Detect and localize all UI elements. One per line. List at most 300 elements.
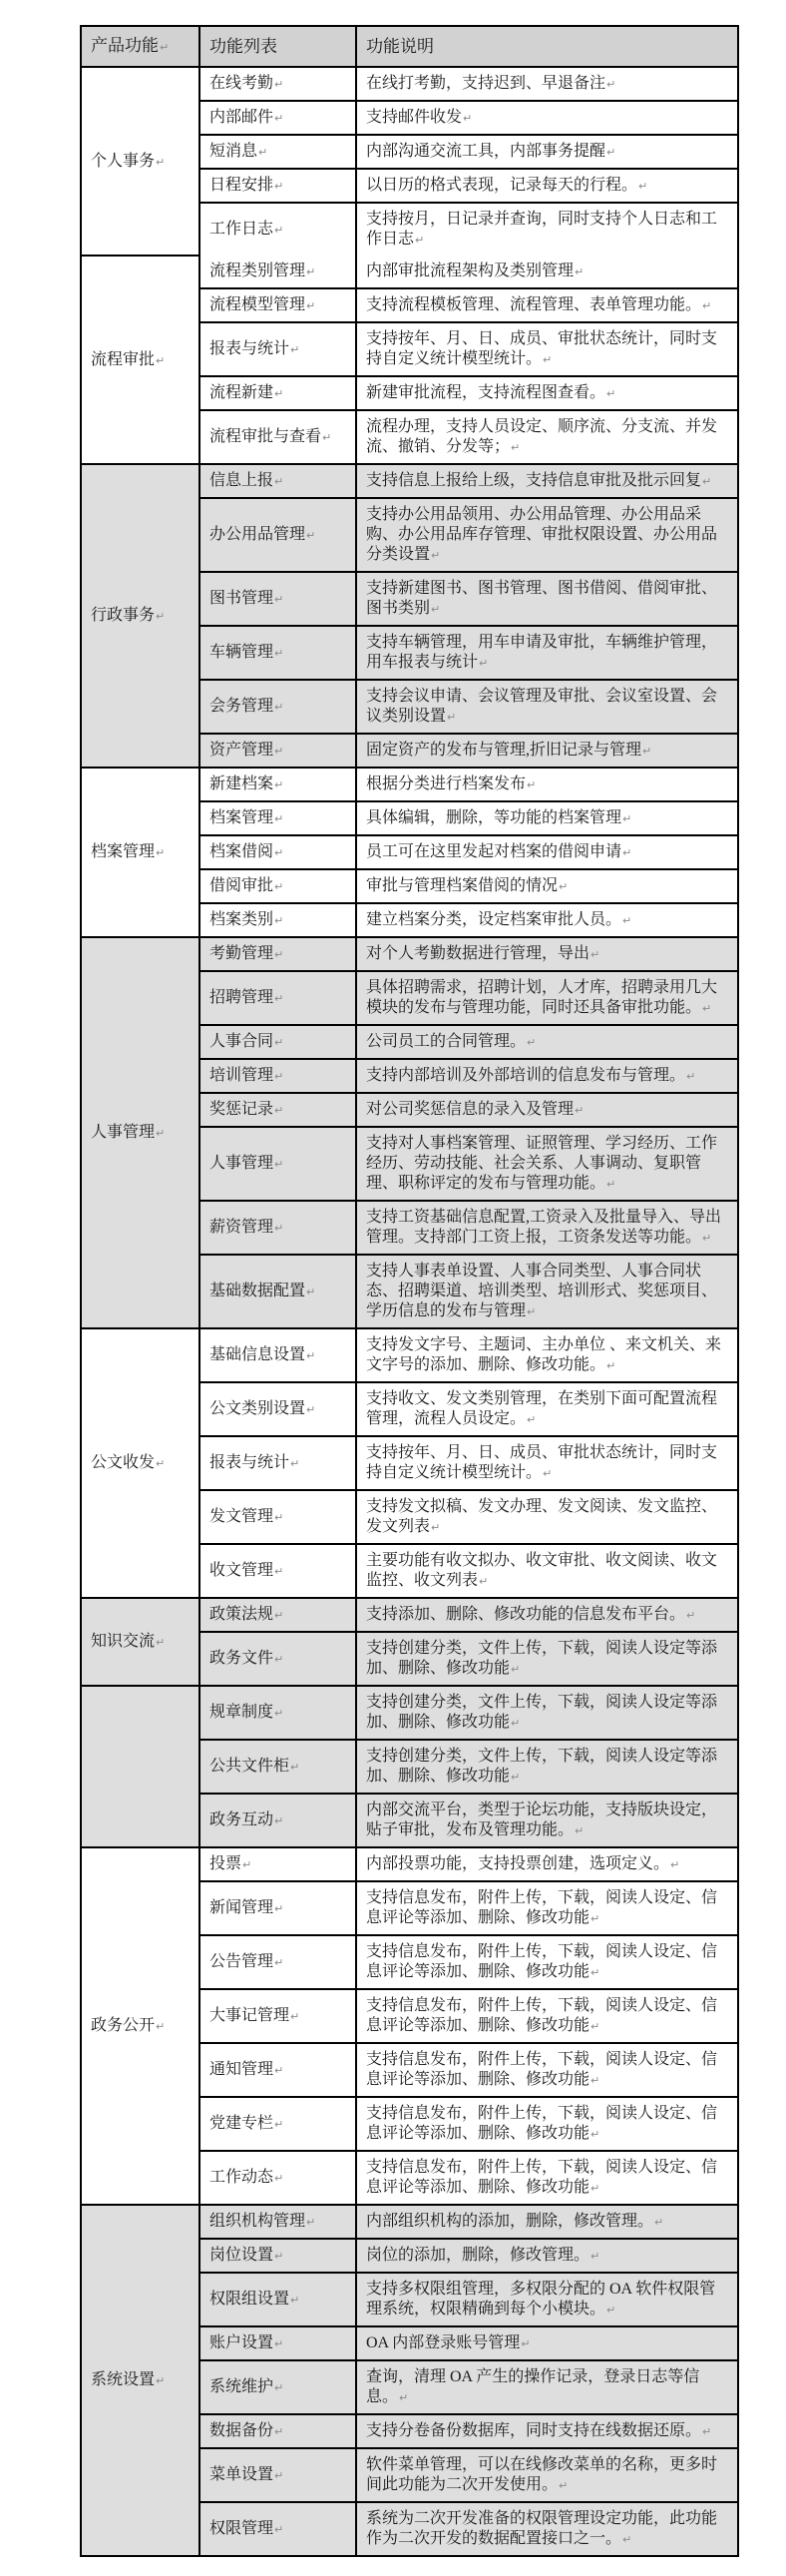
feature-description-text: 支持信息发布，附件上传，下载，阅读人设定、信息评论等添加、删除、修改功能: [366, 1943, 718, 1980]
feature-description-cell: [356, 256, 738, 288]
paragraph-mark-icon: ↵: [156, 1127, 166, 1140]
feature-description-cell: [356, 2360, 738, 2414]
paragraph-mark-icon: ↵: [306, 1286, 316, 1298]
feature-name-cell: [199, 376, 356, 410]
feature-description-text: 员工可在这里发起对档案的借阅申请: [366, 843, 622, 860]
feature-description-text: 支持按年、月、日、成员、审批状态统计，同时支持自定义统计模型统计。: [366, 1444, 718, 1481]
feature-description-text: 具体编辑，删除，等功能的档案管理: [366, 809, 622, 826]
feature-description-text: 在线打考勤，支持迟到、早退备注: [366, 75, 606, 92]
feature-name-cell: [199, 2414, 356, 2448]
feature-name-cell: [199, 2151, 356, 2205]
feature-description-cell: [356, 101, 738, 135]
feature-description-text: 软件菜单管理，可以在线修改菜单的名称，更多时间此功能为二次开发使用。: [366, 2456, 718, 2493]
feature-description-text: OA 内部登录账号管理: [366, 2334, 521, 2351]
feature-description-text: 支持车辆管理，用车申请及审批，车辆维护管理，用车报表与统计: [366, 634, 718, 671]
paragraph-mark-icon: ↵: [274, 2381, 284, 2394]
paragraph-mark-icon: ↵: [306, 2216, 316, 2229]
paragraph-mark-icon: ↵: [156, 1636, 166, 1649]
feature-description-text: 以日历的格式表现，记录每天的行程。: [366, 177, 638, 194]
feature-description-text: 支持信息发布，附件上传，下载，阅读人设定、信息评论等添加、删除、修改功能: [366, 2159, 718, 2196]
product-category-label: 个人事务: [91, 152, 156, 170]
paragraph-mark-icon: ↵: [274, 1158, 284, 1171]
paragraph-mark-icon: ↵: [559, 2479, 569, 2492]
paragraph-mark-icon: ↵: [274, 2064, 284, 2077]
paragraph-mark-icon: ↵: [274, 880, 284, 893]
paragraph-mark-icon: ↵: [274, 701, 284, 714]
feature-name-cell: [199, 2360, 356, 2414]
feature-name-cell: [199, 1328, 356, 1382]
paragraph-mark-icon: ↵: [322, 431, 332, 444]
feature-name-label: 办公用品管理: [209, 526, 306, 543]
product-category-label: 知识交流: [91, 1633, 156, 1650]
feature-name-cell: [199, 288, 356, 322]
feature-name-cell: [199, 1598, 356, 1632]
product-category-cell: [81, 768, 199, 937]
paragraph-mark-icon: ↵: [274, 475, 284, 488]
feature-name-cell: [199, 1490, 356, 1544]
paragraph-mark-icon: ↵: [622, 812, 632, 825]
feature-description-cell: [356, 1436, 738, 1490]
feature-name-cell: [199, 869, 356, 903]
paragraph-mark-icon: ↵: [575, 1824, 585, 1837]
paragraph-mark-icon: ↵: [274, 2172, 284, 2185]
feature-description-cell: [356, 1794, 738, 1847]
feature-description-cell: [356, 1881, 738, 1935]
feature-name-label: 政策法规: [209, 1606, 274, 1623]
feature-name-cell: [199, 1025, 356, 1059]
feature-name-cell: [199, 322, 356, 376]
feature-name-cell: [199, 2273, 356, 2326]
paragraph-mark-icon: ↵: [274, 1036, 284, 1049]
feature-name-label: 权限管理: [209, 2520, 274, 2537]
feature-name-label: 通知管理: [209, 2061, 274, 2078]
paragraph-mark-icon: ↵: [306, 1349, 316, 1362]
feature-name-cell: [199, 1093, 356, 1127]
feature-description-text: 支持会议申请、会议管理及审批、会议室设置、会议类别设置: [366, 688, 718, 725]
feature-name-label: 招聘管理: [209, 989, 274, 1006]
feature-name-label: 档案管理: [209, 809, 274, 826]
product-category-label: 人事管理: [91, 1124, 156, 1141]
paragraph-mark-icon: ↵: [521, 2337, 531, 2350]
paragraph-mark-icon: ↵: [274, 2523, 284, 2536]
paragraph-mark-icon: ↵: [306, 299, 316, 312]
feature-description-cell: [356, 288, 738, 322]
feature-description-cell: [356, 734, 738, 768]
paragraph-mark-icon: ↵: [306, 529, 316, 542]
feature-description-cell: [356, 203, 738, 256]
product-category-cell: [81, 2205, 199, 2556]
feature-name-label: 工作日志: [209, 221, 274, 238]
paragraph-mark-icon: ↵: [274, 2250, 284, 2263]
feature-description-text: 支持工资基础信息配置,工资录入及批量导入、导出管理。支持部门工资上报，工资条发送等功能。: [366, 1209, 722, 1246]
paragraph-mark-icon: ↵: [606, 387, 616, 400]
header-product-function: 产品功能↵: [81, 26, 199, 67]
feature-name-cell: [199, 67, 356, 101]
table-row: [81, 1598, 738, 1632]
paragraph-mark-icon: ↵: [274, 1222, 284, 1235]
paragraph-mark-icon: ↵: [702, 2425, 712, 2438]
paragraph-mark-icon: ↵: [156, 2020, 166, 2033]
paragraph-mark-icon: ↵: [274, 1070, 284, 1083]
feature-name-label: 基础数据配置: [209, 1283, 306, 1299]
feature-description-text: 支持发文字号、主题词、主办单位 、来文机关、来文字号的添加、删除、修改功能。: [366, 1336, 722, 1373]
feature-name-label: 档案借阅: [209, 843, 274, 860]
feature-name-label: 培训管理: [209, 1067, 274, 1084]
feature-description-text: 支持创建分类，文件上传，下载，阅读人设定等添加、删除、修改功能: [366, 1748, 718, 1785]
feature-name-cell: [199, 1881, 356, 1935]
header-function-description: 功能说明: [356, 26, 738, 67]
feature-name-label: 收文管理: [209, 1562, 274, 1579]
feature-description-cell: [356, 1544, 738, 1598]
feature-description-text: 内部组织机构的添加，删除，修改管理。: [366, 2213, 654, 2230]
feature-description-text: 支持创建分类，文件上传，下载，阅读人设定等添加、删除、修改功能: [366, 1640, 718, 1677]
feature-name-label: 报表与统计: [209, 340, 290, 357]
paragraph-mark-icon: ↵: [156, 1457, 166, 1470]
product-category-label: 流程审批: [91, 350, 156, 368]
paragraph-mark-icon: ↵: [274, 992, 284, 1005]
product-category-cell: [81, 67, 199, 256]
feature-name-cell: [199, 1382, 356, 1436]
paragraph-mark-icon: ↵: [156, 846, 166, 859]
feature-name-cell: [199, 2448, 356, 2502]
paragraph-mark-icon: ↵: [670, 1858, 680, 1871]
paragraph-mark-icon: ↵: [290, 1761, 300, 1774]
feature-description-cell: [356, 135, 738, 169]
feature-description-cell: [356, 2273, 738, 2326]
feature-description-cell: [356, 322, 738, 376]
paragraph-mark-icon: ↵: [638, 180, 648, 193]
product-category-cell: [81, 1847, 199, 2205]
feature-name-cell: [199, 203, 356, 256]
paragraph-mark-icon: ↵: [590, 1966, 600, 1979]
feature-description-text: 系统为二次开发准备的权限管理设定功能，此功能作为二次开发的数据配置接口之一。: [366, 2510, 718, 2547]
feature-name-label: 资产管理: [209, 742, 274, 759]
feature-name-label: 发文管理: [209, 1508, 274, 1525]
paragraph-mark-icon: ↵: [511, 1717, 521, 1730]
feature-name-cell: [199, 1632, 356, 1686]
feature-description-text: 支持多权限组管理，多权限分配的 OA 软件权限管理系统，权限精确到每个小模块。: [366, 2281, 716, 2318]
paragraph-mark-icon: ↵: [511, 441, 521, 454]
feature-name-label: 在线考勤: [209, 75, 274, 92]
feature-description-text: 建立档案分类，设定档案审批人员。: [366, 911, 622, 928]
paragraph-mark-icon: ↵: [242, 1858, 252, 1871]
feature-description-cell: [356, 410, 738, 464]
feature-description-cell: [356, 1382, 738, 1436]
feature-name-cell: [199, 410, 356, 464]
feature-name-label: 投票: [209, 1855, 242, 1872]
feature-name-cell: [199, 2239, 356, 2273]
feature-name-label: 岗位设置: [209, 2247, 274, 2264]
paragraph-mark-icon: ↵: [654, 2216, 664, 2229]
paragraph-mark-icon: ↵: [274, 593, 284, 606]
paragraph-mark-icon: ↵: [156, 353, 166, 367]
paragraph-mark-icon: ↵: [479, 1575, 489, 1588]
feature-description-cell: [356, 1490, 738, 1544]
feature-name-label: 短消息: [209, 143, 258, 160]
feature-description-cell: [356, 937, 738, 971]
feature-description-cell: [356, 2043, 738, 2097]
paragraph-mark-icon: ↵: [156, 2374, 166, 2387]
feature-description-text: 支持按年、月、日、成员、审批状态统计，同时支持自定义统计模型统计。: [366, 330, 718, 367]
feature-description-cell: [356, 572, 738, 626]
feature-description-text: 支持信息发布，附件上传，下载，阅读人设定、信息评论等添加、删除、修改功能: [366, 1889, 718, 1926]
feature-name-label: 公共文件柜: [209, 1758, 290, 1775]
feature-name-label: 薪资管理: [209, 1219, 274, 1236]
feature-name-cell: [199, 2043, 356, 2097]
feature-name-cell: [199, 768, 356, 801]
feature-description-text: 支持创建分类，文件上传，下载，阅读人设定等添加、删除、修改功能: [366, 1694, 718, 1731]
paragraph-mark-icon: ↵: [160, 41, 170, 54]
feature-name-cell: [199, 937, 356, 971]
feature-name-label: 公文类别设置: [209, 1400, 306, 1417]
feature-description-text: 对个人考勤数据进行管理，导出: [366, 945, 590, 962]
feature-name-label: 人事合同: [209, 1033, 274, 1050]
paragraph-mark-icon: ↵: [274, 745, 284, 758]
paragraph-mark-icon: ↵: [543, 1467, 553, 1480]
feature-description-text: 支持流程模板管理、流程管理、表单管理功能。: [366, 296, 702, 313]
feature-name-label: 工作动态: [209, 2169, 274, 2186]
feature-description-cell: [356, 1201, 738, 1255]
feature-description-text: 新建审批流程，支持流程图查看。: [366, 384, 606, 401]
feature-name-label: 图书管理: [209, 590, 274, 607]
feature-description-text: 内部投票功能，支持投票创建，选项定义。: [366, 1855, 670, 1872]
paragraph-mark-icon: ↵: [431, 1521, 441, 1534]
feature-name-cell: [199, 169, 356, 203]
feature-name-cell: [199, 1794, 356, 1847]
feature-name-cell: [199, 971, 356, 1025]
table-row: [81, 1686, 738, 1740]
paragraph-mark-icon: ↵: [622, 2533, 632, 2546]
paragraph-mark-icon: ↵: [559, 880, 569, 893]
feature-name-label: 流程新建: [209, 384, 274, 401]
feature-description-text: 支持新建图书、图书管理、图书借阅、借阅审批、图书类别: [366, 580, 718, 617]
feature-name-cell: [199, 464, 356, 498]
paragraph-mark-icon: ↵: [274, 914, 284, 927]
paragraph-mark-icon: ↵: [527, 1305, 537, 1318]
feature-name-cell: [199, 1544, 356, 1598]
paragraph-mark-icon: ↵: [590, 2128, 600, 2141]
feature-description-text: 支持信息发布，附件上传，下载，阅读人设定、信息评论等添加、删除、修改功能: [366, 2051, 718, 2088]
feature-description-text: 支持分卷备份数据库，同时支持在线数据还原。: [366, 2422, 702, 2439]
paragraph-mark-icon: ↵: [511, 1663, 521, 1676]
feature-name-label: 基础信息设置: [209, 1346, 306, 1363]
feature-description-cell: [356, 1328, 738, 1382]
feature-name-label: 信息上报: [209, 472, 274, 489]
paragraph-mark-icon: ↵: [306, 265, 316, 278]
product-category-cell: [81, 1686, 199, 1847]
paragraph-mark-icon: ↵: [527, 1036, 537, 1049]
table-row: [81, 67, 738, 101]
feature-name-label: 内部邮件: [209, 109, 274, 126]
paragraph-mark-icon: ↵: [527, 1413, 537, 1426]
feature-description-cell: [356, 1127, 738, 1201]
paragraph-mark-icon: ↵: [590, 2020, 600, 2033]
feature-description-text: 支持内部培训及外部培训的信息发布与管理。: [366, 1067, 686, 1084]
feature-name-cell: [199, 101, 356, 135]
paragraph-mark-icon: ↵: [399, 2391, 409, 2404]
feature-description-text: 对公司奖惩信息的录入及管理: [366, 1101, 575, 1118]
product-category-label: 行政事务: [91, 607, 156, 624]
paragraph-mark-icon: ↵: [274, 1565, 284, 1578]
paragraph-mark-icon: ↵: [590, 1912, 600, 1925]
feature-name-label: 新建档案: [209, 775, 274, 792]
paragraph-mark-icon: ↵: [606, 1359, 616, 1372]
feature-description-text: 根据分类进行档案发布: [366, 775, 527, 792]
feature-description-cell: [356, 169, 738, 203]
feature-name-label: 数据备份: [209, 2422, 274, 2439]
feature-name-cell: [199, 1989, 356, 2043]
feature-name-cell: [199, 1436, 356, 1490]
product-category-label: 政务公开: [91, 2017, 156, 2034]
feature-description-text: 支持对人事档案管理、证照管理、学习经历、工作经历、劳动技能、社会关系、人事调动、复职管理、职称评定的发布与管理功能。: [366, 1135, 718, 1192]
product-category-cell: [81, 1598, 199, 1686]
feature-table-body: [81, 67, 738, 2556]
feature-description-cell: [356, 464, 738, 498]
feature-description-text: 固定资产的发布与管理,折旧记录与管理: [366, 742, 642, 759]
paragraph-mark-icon: ↵: [274, 1707, 284, 1720]
feature-description-text: 支持信息上报给上级，支持信息审批及批示回复: [366, 472, 702, 489]
paragraph-mark-icon: ↵: [702, 475, 712, 488]
paragraph-mark-icon: ↵: [290, 2010, 300, 2023]
product-category-cell: [81, 464, 199, 768]
product-category-cell: [81, 937, 199, 1328]
feature-description-cell: [356, 1093, 738, 1127]
paragraph-mark-icon: ↵: [622, 846, 632, 859]
feature-name-label: 系统维护: [209, 2378, 274, 2395]
paragraph-mark-icon: ↵: [431, 603, 441, 616]
feature-name-label: 规章制度: [209, 1704, 274, 1721]
feature-description-text: 支持收文、发文类别管理，在类别下面可配置流程管理，流程人员设定。: [366, 1390, 718, 1427]
feature-description-text: 岗位的添加，删除，修改管理。: [366, 2247, 590, 2264]
feature-description-cell: [356, 1935, 738, 1989]
paragraph-mark-icon: ↵: [274, 1956, 284, 1969]
feature-name-label: 政务文件: [209, 1650, 274, 1667]
feature-description-cell: [356, 1632, 738, 1686]
paragraph-mark-icon: ↵: [290, 1457, 300, 1470]
feature-description-cell: [356, 801, 738, 835]
paragraph-mark-icon: ↵: [274, 180, 284, 193]
paragraph-mark-icon: ↵: [290, 2294, 300, 2307]
paragraph-mark-icon: ↵: [274, 2425, 284, 2438]
paragraph-mark-icon: ↵: [575, 1104, 585, 1117]
feature-name-cell: [199, 903, 356, 937]
feature-name-cell: [199, 1059, 356, 1093]
feature-name-cell: [199, 2205, 356, 2239]
paragraph-mark-icon: ↵: [447, 711, 457, 724]
product-category-cell: [81, 256, 199, 464]
header-function-list: 功能列表: [199, 26, 356, 67]
feature-name-cell: [199, 572, 356, 626]
paragraph-mark-icon: ↵: [156, 155, 166, 169]
feature-description-text: 具体招聘需求，招聘计划，人才库，招聘录用几大模块的发布与管理功能，同时还具备审批功能。: [366, 979, 718, 1016]
feature-name-cell: [199, 135, 356, 169]
paragraph-mark-icon: ↵: [590, 2182, 600, 2195]
product-category-label: 系统设置: [91, 2371, 156, 2388]
paragraph-mark-icon: ↵: [686, 1609, 696, 1622]
feature-description-cell: [356, 498, 738, 572]
feature-description-cell: [356, 971, 738, 1025]
feature-name-cell: [199, 680, 356, 734]
feature-name-cell: [199, 1127, 356, 1201]
feature-description-cell: [356, 1740, 738, 1794]
feature-name-cell: [199, 801, 356, 835]
feature-description-text: 支持信息发布，附件上传，下载，阅读人设定、信息评论等添加、删除、修改功能: [366, 1997, 718, 2034]
feature-name-label: 组织机构管理: [209, 2213, 306, 2230]
feature-description-text: 支持信息发布，附件上传，下载，阅读人设定、信息评论等添加、删除、修改功能: [366, 2105, 718, 2142]
feature-name-cell: [199, 1740, 356, 1794]
feature-name-label: 党建专栏: [209, 2115, 274, 2132]
feature-name-label: 政务互动: [209, 1811, 274, 1828]
feature-description-cell: [356, 835, 738, 869]
feature-description-cell: [356, 1255, 738, 1328]
feature-name-label: 人事管理: [209, 1155, 274, 1172]
paragraph-mark-icon: ↵: [606, 2304, 616, 2317]
feature-description-cell: [356, 2414, 738, 2448]
paragraph-mark-icon: ↵: [274, 812, 284, 825]
paragraph-mark-icon: ↵: [606, 146, 616, 159]
paragraph-mark-icon: ↵: [686, 1070, 696, 1083]
paragraph-mark-icon: ↵: [575, 265, 585, 278]
feature-description-cell: [356, 376, 738, 410]
feature-name-label: 流程类别管理: [209, 262, 306, 279]
paragraph-mark-icon: ↵: [274, 1653, 284, 1666]
feature-description-text: 查询，清理 OA 产生的操作记录，登录日志等信息。: [366, 2368, 700, 2405]
feature-name-cell: [199, 1201, 356, 1255]
paragraph-mark-icon: ↵: [606, 78, 616, 91]
paragraph-mark-icon: ↵: [258, 146, 268, 159]
paragraph-mark-icon: ↵: [274, 224, 284, 237]
paragraph-mark-icon: ↵: [431, 549, 441, 562]
feature-name-cell: [199, 1255, 356, 1328]
feature-description-text: 公司员工的合同管理。: [366, 1033, 527, 1050]
feature-description-cell: [356, 2151, 738, 2205]
feature-name-cell: [199, 2502, 356, 2556]
feature-name-cell: [199, 1686, 356, 1740]
product-features-table: [80, 25, 739, 2557]
feature-name-cell: [199, 734, 356, 768]
table-row: [81, 1328, 738, 1382]
paragraph-mark-icon: ↵: [274, 387, 284, 400]
paragraph-mark-icon: ↵: [274, 846, 284, 859]
feature-name-label: 新闻管理: [209, 1899, 274, 1916]
feature-name-cell: [199, 498, 356, 572]
feature-name-label: 流程模型管理: [209, 296, 306, 313]
feature-name-cell: [199, 2097, 356, 2151]
table-row: [81, 464, 738, 498]
feature-name-label: 账户设置: [209, 2334, 274, 2351]
feature-name-label: 报表与统计: [209, 1454, 290, 1471]
feature-name-label: 日程安排: [209, 177, 274, 194]
feature-name-cell: [199, 626, 356, 680]
product-category-cell: [81, 1328, 199, 1598]
table-row: [81, 256, 738, 288]
paragraph-mark-icon: ↵: [702, 1232, 712, 1245]
table-row: [81, 937, 738, 971]
paragraph-mark-icon: ↵: [479, 657, 489, 670]
feature-description-text: 支持按月，日记录并查询，同时支持个人日志和工作日志: [366, 211, 718, 248]
feature-description-cell: [356, 2239, 738, 2273]
paragraph-mark-icon: ↵: [590, 2250, 600, 2263]
paragraph-mark-icon: ↵: [274, 1902, 284, 1915]
feature-description-cell: [356, 2097, 738, 2151]
feature-name-label: 大事记管理: [209, 2007, 290, 2024]
paragraph-mark-icon: ↵: [274, 647, 284, 660]
feature-description-cell: [356, 1059, 738, 1093]
paragraph-mark-icon: ↵: [274, 778, 284, 791]
feature-name-label: 流程审批与查看: [209, 428, 322, 445]
paragraph-mark-icon: ↵: [274, 1104, 284, 1117]
feature-description-cell: [356, 2326, 738, 2360]
